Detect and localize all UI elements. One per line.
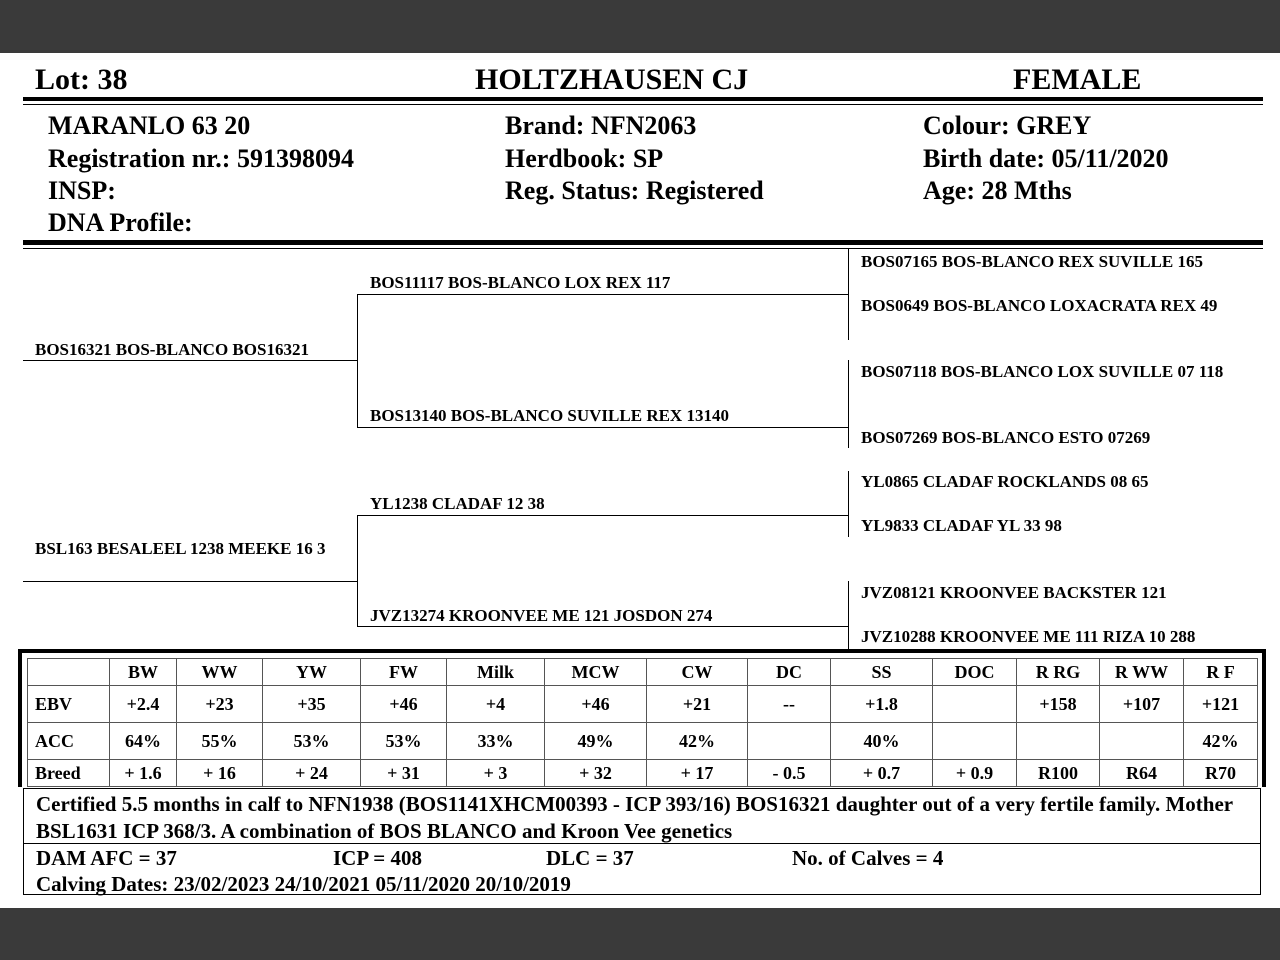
pedigree-gg-1: BOS07165 BOS-BLANCO REX SUVILLE 165 xyxy=(861,252,1203,271)
dlc-value: DLC = 37 xyxy=(546,846,634,870)
lot-sheet xyxy=(0,53,1280,908)
acc-row xyxy=(28,723,1258,760)
notes-box xyxy=(23,788,1261,895)
age: Age: 28 Mths xyxy=(923,176,1072,205)
table-cell: +35 xyxy=(263,686,361,723)
pedigree-bracket xyxy=(357,294,358,428)
table-corner-cell xyxy=(28,659,110,686)
table-cell: +2.4 xyxy=(110,686,177,723)
pedigree-gg-3: BOS07118 BOS-BLANCO LOX SUVILLE 07 118 xyxy=(861,362,1224,381)
column-header: DC xyxy=(748,659,831,686)
pedigree-line xyxy=(357,515,848,516)
table-cell xyxy=(933,686,1017,723)
herdbook: Herdbook: SP xyxy=(505,144,664,173)
table-cell xyxy=(1100,723,1184,760)
row-label: Breed xyxy=(28,760,110,787)
table-cell: 42% xyxy=(647,723,748,760)
table-cell: 53% xyxy=(361,723,447,760)
info-rule-thick xyxy=(23,240,1263,245)
table-frame-left xyxy=(18,649,22,787)
pedigree-bracket xyxy=(848,360,849,448)
table-cell: -- xyxy=(748,686,831,723)
table-cell: +121 xyxy=(1184,686,1258,723)
colour: Colour: GREY xyxy=(923,111,1092,140)
column-header: YW xyxy=(263,659,361,686)
table-cell: - 0.5 xyxy=(748,760,831,787)
row-label: EBV xyxy=(28,686,110,723)
table-cell: +4 xyxy=(447,686,545,723)
pedigree-bracket xyxy=(357,515,358,627)
table-cell: +46 xyxy=(545,686,647,723)
ebv-header-row xyxy=(28,659,1258,686)
pedigree-line xyxy=(357,294,848,295)
pedigree-gg-7: JVZ08121 KROONVEE BACKSTER 121 xyxy=(861,583,1167,602)
table-cell: + 3 xyxy=(447,760,545,787)
column-header: MCW xyxy=(545,659,647,686)
column-header: Milk xyxy=(447,659,545,686)
table-cell xyxy=(1017,723,1100,760)
table-cell: +21 xyxy=(647,686,748,723)
table-cell: + 0.7 xyxy=(831,760,933,787)
registration-status: Reg. Status: Registered xyxy=(505,176,764,205)
pedigree-bracket xyxy=(848,471,849,537)
pedigree-sire-dam: BOS13140 BOS-BLANCO SUVILLE REX 13140 xyxy=(370,406,729,425)
table-cell: +1.8 xyxy=(831,686,933,723)
table-cell: R70 xyxy=(1184,760,1258,787)
table-cell: + 16 xyxy=(177,760,263,787)
pedigree-bracket xyxy=(848,581,849,649)
table-cell: + 32 xyxy=(545,760,647,787)
table-cell: 49% xyxy=(545,723,647,760)
icp-value: ICP = 408 xyxy=(333,846,422,870)
info-rule-thin xyxy=(23,248,1263,249)
pedigree-gg-5: YL0865 CLADAF ROCKLANDS 08 65 xyxy=(861,472,1149,491)
pedigree-dam-sire: YL1238 CLADAF 12 38 xyxy=(370,494,545,513)
header-rule-thick xyxy=(23,97,1263,101)
table-cell: + 1.6 xyxy=(110,760,177,787)
lot-number: Lot: 38 xyxy=(35,63,128,96)
table-cell: R64 xyxy=(1100,760,1184,787)
table-cell: +23 xyxy=(177,686,263,723)
table-cell: + 31 xyxy=(361,760,447,787)
table-cell: 55% xyxy=(177,723,263,760)
table-cell: 33% xyxy=(447,723,545,760)
insp-label: INSP: xyxy=(48,176,116,205)
breed-row xyxy=(28,760,1258,787)
pedigree-sire-sire: BOS11117 BOS-BLANCO LOX REX 117 xyxy=(370,273,671,292)
ebv-row xyxy=(28,686,1258,723)
table-cell: 42% xyxy=(1184,723,1258,760)
column-header: DOC xyxy=(933,659,1017,686)
certification-note: Certified 5.5 months in calf to NFN1938 (BOS1141XHCM00393 - ICP 393/16) BOS16321 daughter out of a very fertile family. Mother BSL1631 ICP 368/3. A combination of BOS BLANCO and Kroon Vee genetics xyxy=(36,792,1233,843)
pedigree-sire: BOS16321 BOS-BLANCO BOS16321 xyxy=(35,340,309,359)
column-header: BW xyxy=(110,659,177,686)
table-cell: 64% xyxy=(110,723,177,760)
column-header: SS xyxy=(831,659,933,686)
animal-name: MARANLO 63 20 xyxy=(48,111,251,140)
pedigree-dam-dam: JVZ13274 KROONVEE ME 121 JOSDON 274 xyxy=(370,606,713,625)
column-header: R WW xyxy=(1100,659,1184,686)
table-frame-right xyxy=(1262,649,1266,787)
column-header: R RG xyxy=(1017,659,1100,686)
pedigree-dam: BSL163 BESALEEL 1238 MEEKE 16 3 xyxy=(35,539,326,558)
table-cell: 53% xyxy=(263,723,361,760)
birth-date: Birth date: 05/11/2020 xyxy=(923,144,1169,173)
ebv-table xyxy=(27,658,1258,787)
column-header: FW xyxy=(361,659,447,686)
table-frame-top xyxy=(18,649,1266,653)
pedigree-line xyxy=(357,427,848,428)
table-cell: + 0.9 xyxy=(933,760,1017,787)
calving-dates: Calving Dates: 23/02/2023 24/10/2021 05/11/2020 20/10/2019 xyxy=(36,872,571,896)
dam-afc: DAM AFC = 37 xyxy=(36,846,177,870)
animal-sex: FEMALE xyxy=(1013,63,1142,96)
notes-divider xyxy=(24,843,1260,844)
pedigree-line xyxy=(23,360,358,361)
table-cell: R100 xyxy=(1017,760,1100,787)
pedigree-gg-4: BOS07269 BOS-BLANCO ESTO 07269 xyxy=(861,428,1151,447)
dna-profile-label: DNA Profile: xyxy=(48,208,193,237)
pedigree-gg-2: BOS0649 BOS-BLANCO LOXACRATA REX 49 xyxy=(861,296,1218,315)
table-cell: + 17 xyxy=(647,760,748,787)
table-cell: 40% xyxy=(831,723,933,760)
column-header: R F xyxy=(1184,659,1258,686)
table-cell xyxy=(933,723,1017,760)
table-cell xyxy=(748,723,831,760)
table-cell: +158 xyxy=(1017,686,1100,723)
header-rule-thin xyxy=(23,104,1263,105)
row-label: ACC xyxy=(28,723,110,760)
pedigree-gg-8: JVZ10288 KROONVEE ME 111 RIZA 10 288 xyxy=(861,627,1196,646)
pedigree-line xyxy=(23,581,358,582)
pedigree-gg-6: YL9833 CLADAF YL 33 98 xyxy=(861,516,1062,535)
pedigree-line xyxy=(357,626,848,627)
column-header: WW xyxy=(177,659,263,686)
table-cell: +107 xyxy=(1100,686,1184,723)
pedigree-bracket xyxy=(848,248,849,340)
table-cell: +46 xyxy=(361,686,447,723)
table-cell: + 24 xyxy=(263,760,361,787)
brand: Brand: NFN2063 xyxy=(505,111,697,140)
calves-count: No. of Calves = 4 xyxy=(792,846,944,870)
column-header: CW xyxy=(647,659,748,686)
registration-number: Registration nr.: 591398094 xyxy=(48,144,354,173)
seller-name: HOLTZHAUSEN CJ xyxy=(475,63,749,96)
